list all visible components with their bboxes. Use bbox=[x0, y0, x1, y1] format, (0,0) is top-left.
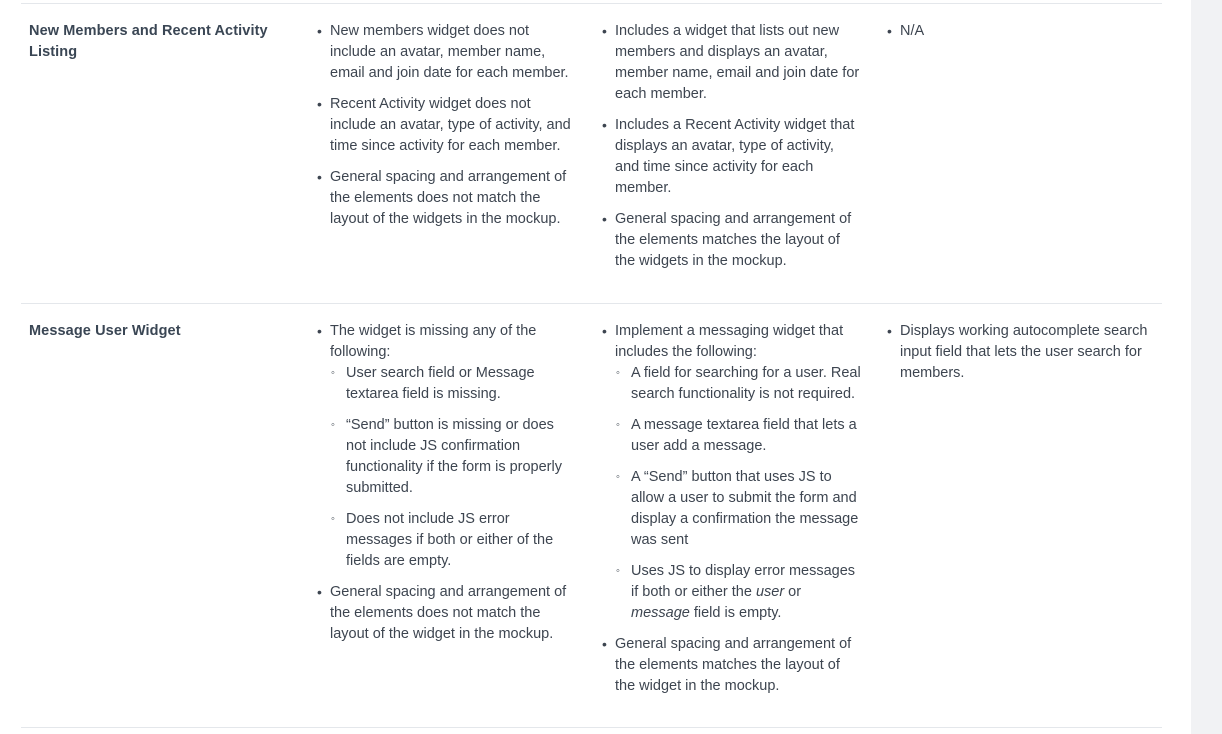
list-item: • General spacing and arrangement of the elements does not match the layout of the widget in the mockup. bbox=[306, 582, 577, 645]
sub-list-item: ◦ Does not include JS error messages if both or either of the fields are empty. bbox=[330, 509, 577, 572]
text-fragment: Uses JS to display error messages if both or either the bbox=[631, 563, 856, 600]
exceeds-list bbox=[876, 321, 1148, 384]
emphasis-message: message bbox=[631, 605, 690, 621]
list-item-text: Implement a messaging widget that includes the following: bbox=[615, 323, 844, 360]
list-item: • Includes a widget that lists out new members and displays an avatar, member name, email and join date for each member. bbox=[591, 21, 862, 105]
sub-list-item: ◦ User search field or Message textarea field is missing. bbox=[330, 363, 577, 405]
meets-cell bbox=[591, 4, 876, 303]
criteria-title: Message User Widget bbox=[29, 323, 181, 339]
exceeds-cell bbox=[876, 304, 1162, 727]
rubric-table bbox=[21, 3, 1162, 728]
list-item: • New members widget does not include an avatar, member name, email and join date for each member. bbox=[306, 21, 577, 84]
meets-list bbox=[591, 321, 862, 697]
list-item: • Displays working autocomplete search input field that lets the user search for members. bbox=[876, 321, 1148, 384]
rubric-row-message-user bbox=[21, 304, 1162, 728]
scrollbar-track[interactable] bbox=[1191, 0, 1222, 734]
list-item: • General spacing and arrangement of the elements matches the layout of the widget in the mockup. bbox=[591, 634, 862, 697]
emphasis-user: user bbox=[755, 584, 785, 600]
list-item bbox=[591, 321, 862, 624]
list-item bbox=[306, 321, 577, 572]
criteria-cell bbox=[21, 4, 306, 303]
list-item: • Recent Activity widget does not include an avatar, type of activity, and time since activity for each member. bbox=[306, 94, 577, 157]
sub-list bbox=[330, 363, 577, 572]
sub-list bbox=[615, 363, 862, 624]
needs-work-cell bbox=[306, 4, 591, 303]
meets-list bbox=[591, 21, 862, 272]
needs-work-list bbox=[306, 21, 577, 230]
list-item: • General spacing and arrangement of the elements does not match the layout of the widgets in the mockup. bbox=[306, 167, 577, 230]
text-fragment: field is empty. bbox=[689, 605, 782, 621]
list-item: • N/A bbox=[876, 21, 1148, 42]
text-fragment: or bbox=[784, 584, 802, 600]
needs-work-cell bbox=[306, 304, 591, 727]
sub-list-item bbox=[615, 561, 862, 624]
sub-list-item: ◦ A message textarea field that lets a user add a message. bbox=[615, 415, 862, 457]
exceeds-list bbox=[876, 21, 1148, 42]
list-item-text: The widget is missing any of the following: bbox=[330, 323, 537, 360]
criteria-cell bbox=[21, 304, 306, 727]
sub-list-item: ◦ A field for searching for a user. Real search functionality is not required. bbox=[615, 363, 862, 405]
meets-cell bbox=[591, 304, 876, 727]
needs-work-list bbox=[306, 321, 577, 645]
sub-list-item: ◦ A “Send” button that uses JS to allow a user to submit the form and display a confirmation the message was sent bbox=[615, 467, 862, 551]
list-item: • General spacing and arrangement of the elements matches the layout of the widgets in the mockup. bbox=[591, 209, 862, 272]
sub-list-item: ◦ “Send” button is missing or does not include JS confirmation functionality if the form is properly submitted. bbox=[330, 415, 577, 499]
rubric-row-new-members bbox=[21, 4, 1162, 304]
exceeds-cell bbox=[876, 4, 1162, 303]
criteria-title: New Members and Recent Activity Listing bbox=[29, 23, 268, 60]
list-item: • Includes a Recent Activity widget that displays an avatar, type of activity, and time since activity for each member. bbox=[591, 115, 862, 199]
